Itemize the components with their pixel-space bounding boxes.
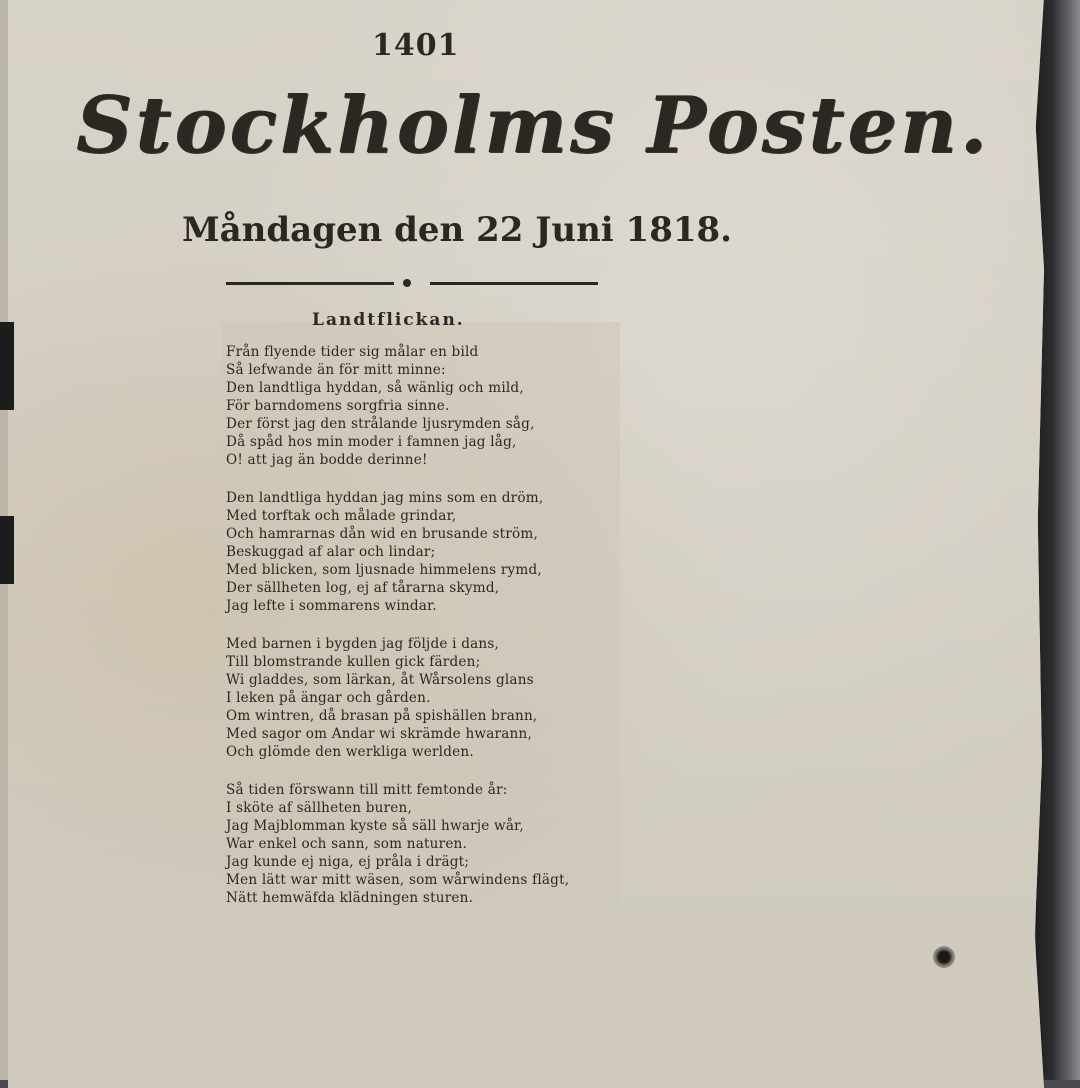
poem-line: Den landtliga hyddan, så wänlig och mild,: [226, 380, 524, 396]
poem-line: Jag lefte i sommarens windar.: [226, 598, 437, 614]
poem-line: Om wintren, då brasan på spishällen brann,: [226, 708, 538, 724]
binder-tab-bottom: [0, 516, 14, 584]
poem-line: Med barnen i bygden jag följde i dans,: [226, 636, 500, 652]
poem-line: Der först jag den strålande ljusrymden såg,: [226, 416, 535, 432]
poem-stanza: [226, 489, 636, 615]
ornamental-rule-right: [430, 282, 598, 285]
poem-line: Jag kunde ej niga, ej pråla i drägt;: [226, 854, 470, 870]
poem-line: Men lätt war mitt wäsen, som wårwindens flägt,: [226, 872, 570, 888]
poem-stanza: [226, 781, 636, 907]
poem-body: [226, 343, 636, 907]
poem-line: För barndomens sorgfria sinne.: [226, 398, 450, 414]
poem-title: Landtflickan.: [312, 310, 465, 330]
masthead-title: Stockholms Posten.: [76, 80, 990, 171]
poem-line: Wi gladdes, som lärkan, åt Wårsolens glans: [226, 672, 534, 688]
poem-line: Med sagor om Andar wi skrämde hwarann,: [226, 726, 532, 742]
ornamental-rule-dot: [403, 279, 411, 287]
poem-line: I sköte af sällheten buren,: [226, 800, 413, 816]
poem-line: Beskuggad af alar och lindar;: [226, 544, 436, 560]
poem-line: Den landtliga hyddan jag mins som en dröm,: [226, 490, 544, 506]
ornamental-rule-left: [226, 282, 394, 285]
poem-line: Till blomstrande kullen gick färden;: [226, 654, 481, 670]
binding-hole: [933, 946, 955, 968]
poem-line: Med torftak och målade grindar,: [226, 508, 457, 524]
poem-line: War enkel och sann, som naturen.: [226, 836, 468, 852]
poem-line: Och glömde den werkliga werlden.: [226, 744, 474, 760]
binder-tab-top: [0, 322, 14, 410]
poem-stanza: [226, 343, 636, 469]
scan-background-binder: [1036, 0, 1080, 1080]
poem-line: I leken på ängar och gården.: [226, 690, 431, 706]
poem-line: Så tiden förswann till mitt femtonde år:: [226, 782, 508, 798]
poem-line: Så lefwande än för mitt minne:: [226, 362, 446, 378]
poem-line: O! att jag än bodde derinne!: [226, 452, 428, 468]
poem-line: Och hamrarnas dån wid en brusande ström,: [226, 526, 539, 542]
poem-stanza: [226, 635, 636, 761]
dateline: Måndagen den 22 Juni 1818.: [182, 210, 733, 250]
poem-line: Från flyende tider sig målar en bild: [226, 344, 479, 360]
poem-line: Der sällheten log, ej af tårarna skymd,: [226, 580, 500, 596]
poem-line: Jag Majblomman kyste så säll hwarje wår,: [226, 818, 524, 834]
poem-line: Då spåd hos min moder i famnen jag låg,: [226, 434, 517, 450]
poem-line: Med blicken, som ljusnade himmelens rymd,: [226, 562, 542, 578]
page-number: 1401: [372, 28, 460, 63]
poem-line: Nätt hemwäfda klädningen sturen.: [226, 890, 474, 906]
